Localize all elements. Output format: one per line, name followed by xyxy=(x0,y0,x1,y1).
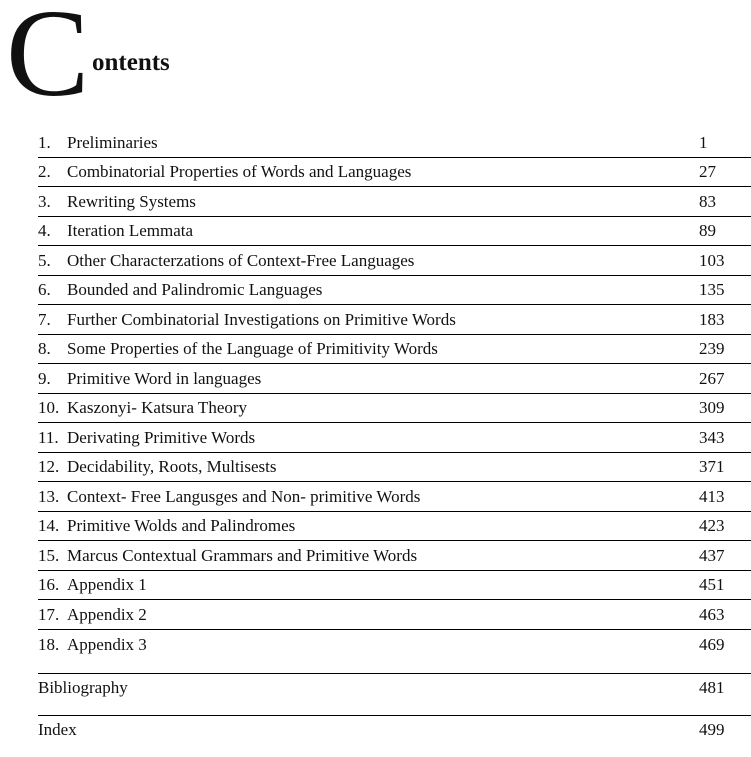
chapter-page: 183 xyxy=(699,309,725,329)
toc-entry[interactable] xyxy=(38,453,751,483)
toc-entry[interactable] xyxy=(38,187,751,217)
chapter-page: 309 xyxy=(699,398,725,417)
chapter-title: Some Properties of the Language of Primitivity Words xyxy=(67,339,438,358)
chapter-number: 17. xyxy=(38,604,60,624)
toc-entry[interactable] xyxy=(38,305,751,335)
toc-entry[interactable] xyxy=(38,128,751,158)
chapter-title: Other Characterzations of Context-Free Languages xyxy=(67,250,415,270)
chapter-page: 103 xyxy=(699,250,725,270)
chapter-number: 3. xyxy=(38,191,51,211)
toc-entry-index[interactable] xyxy=(38,715,751,757)
chapter-page: 371 xyxy=(699,457,725,476)
chapter-title: Combinatorial Properties of Words and Languages xyxy=(67,162,412,181)
chapter-title: Appendix 3 xyxy=(67,635,147,654)
heading-text: ontents xyxy=(92,49,170,76)
chapter-page: 267 xyxy=(699,368,725,388)
chapter-page: 83 xyxy=(699,191,716,211)
chapter-page: 1 xyxy=(699,132,708,152)
chapter-number: 11. xyxy=(38,427,59,447)
chapter-title: Preliminaries xyxy=(67,132,158,152)
contents-heading xyxy=(6,0,406,123)
chapter-number: 7. xyxy=(38,309,51,329)
chapter-number: 14. xyxy=(38,516,60,535)
chapter-title: Bounded and Palindromic Languages xyxy=(67,280,323,299)
chapter-page: 343 xyxy=(699,427,725,447)
table-of-contents xyxy=(38,128,751,659)
chapter-number: 4. xyxy=(38,221,51,240)
heading-drop-cap: C xyxy=(6,0,88,123)
chapter-number: 5. xyxy=(38,250,51,270)
chapter-number: 16. xyxy=(38,575,60,594)
chapter-title: Iteration Lemmata xyxy=(67,221,194,240)
toc-entry[interactable] xyxy=(38,217,751,247)
chapter-title: Appendix 2 xyxy=(67,604,147,624)
chapter-title: Primitive Word in languages xyxy=(67,368,262,388)
chapter-title: Rewriting Systems xyxy=(67,191,196,211)
chapter-number: 15. xyxy=(38,545,60,565)
chapter-number: 6. xyxy=(38,280,51,299)
chapter-number: 2. xyxy=(38,162,51,181)
chapter-page: 413 xyxy=(699,486,725,506)
chapter-title: Kaszonyi- Katsura Theory xyxy=(67,398,248,417)
chapter-title: Decidability, Roots, Multisests xyxy=(67,457,277,476)
toc-entry[interactable] xyxy=(38,571,751,601)
chapter-number: 18. xyxy=(38,635,60,654)
chapter-page: 437 xyxy=(699,545,725,565)
chapter-number: 13. xyxy=(38,486,60,506)
toc-entry[interactable] xyxy=(38,423,751,453)
toc-entry[interactable] xyxy=(38,335,751,365)
chapter-page: 89 xyxy=(699,221,716,240)
chapter-number: 8. xyxy=(38,339,51,358)
chapter-page: 239 xyxy=(699,339,725,358)
toc-entry[interactable] xyxy=(38,482,751,512)
toc-entry-bibliography[interactable] xyxy=(38,673,751,715)
backmatter-title: Bibliography xyxy=(38,678,128,697)
chapter-page: 423 xyxy=(699,516,725,535)
toc-entry[interactable] xyxy=(38,394,751,424)
toc-entry[interactable] xyxy=(38,630,751,660)
chapter-title: Context- Free Langusges and Non- primitive Words xyxy=(67,486,421,506)
chapter-page: 469 xyxy=(699,635,725,654)
toc-entry[interactable] xyxy=(38,512,751,542)
toc-entry[interactable] xyxy=(38,600,751,630)
chapter-title: Appendix 1 xyxy=(67,575,147,594)
toc-entry[interactable] xyxy=(38,364,751,394)
chapter-page: 135 xyxy=(699,280,725,299)
chapter-number: 12. xyxy=(38,457,60,476)
toc-entry[interactable] xyxy=(38,541,751,571)
backmatter-title: Index xyxy=(38,720,77,739)
toc-entry[interactable] xyxy=(38,246,751,276)
chapter-page: 463 xyxy=(699,604,725,624)
chapter-title: Marcus Contextual Grammars and Primitive Words xyxy=(67,545,418,565)
backmatter-page: 481 xyxy=(699,678,725,697)
chapter-title: Derivating Primitive Words xyxy=(67,427,256,447)
toc-entry[interactable] xyxy=(38,276,751,306)
chapter-page: 27 xyxy=(699,162,716,181)
chapter-number: 10. xyxy=(38,398,60,417)
chapter-title: Further Combinatorial Investigations on Primitive Words xyxy=(67,309,456,329)
chapter-title: Primitive Wolds and Palindromes xyxy=(67,516,296,535)
chapter-page: 451 xyxy=(699,575,725,594)
chapter-number: 9. xyxy=(38,368,51,388)
backmatter-page: 499 xyxy=(699,720,725,739)
chapter-number: 1. xyxy=(38,132,51,152)
toc-entry[interactable] xyxy=(38,158,751,188)
